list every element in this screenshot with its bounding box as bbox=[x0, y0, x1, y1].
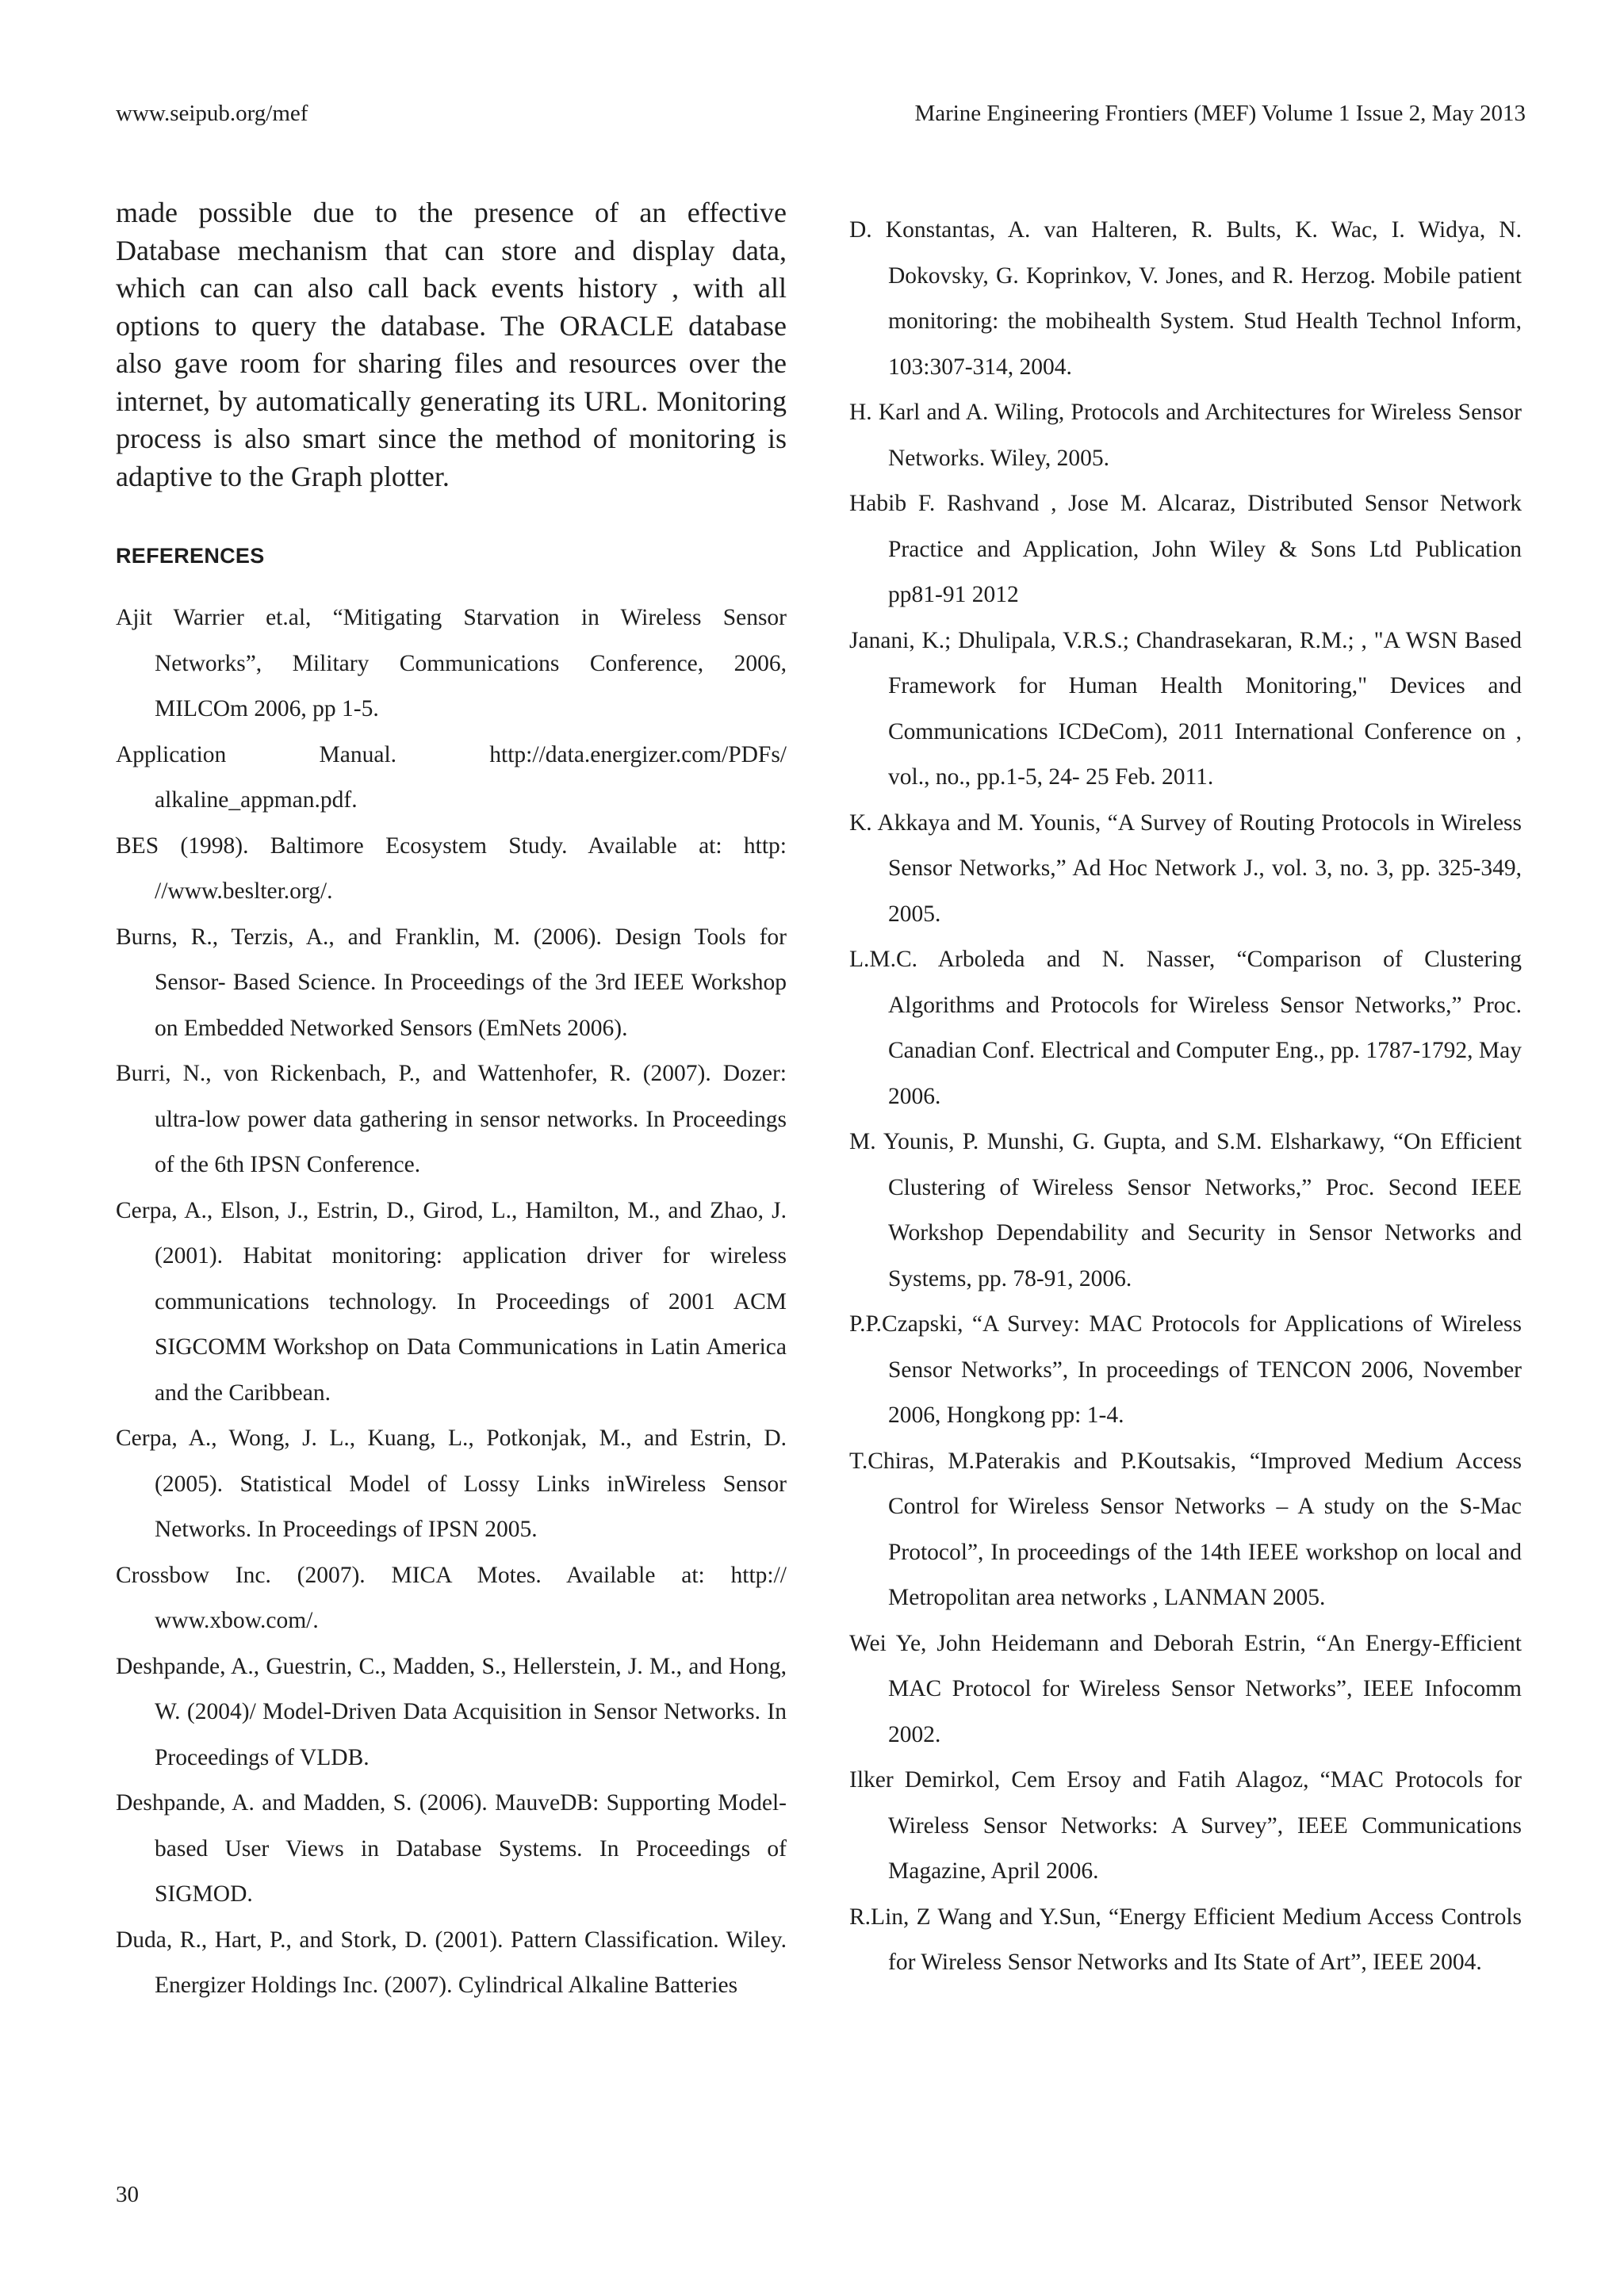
reference-entry: Burns, R., Terzis, A., and Franklin, M. (2006). Design Tools for Sensor- Based Science. In Proceedings of the 3rd IEEE Workshop on Embedded Networked Sensors (EmNets 2006). bbox=[116, 924, 787, 1041]
right-reference-list bbox=[849, 208, 1522, 1986]
reference-entry: Burri, N., von Rickenbach, P., and Wattenhofer, R. (2007). Dozer: ultra-low power data gathering in sensor networks. In Proceedings of the 6th IPSN Conference. bbox=[116, 1061, 787, 1177]
reference-entry: R.Lin, Z Wang and Y.Sun, “Energy Efficient Medium Access Controls for Wireless Sensor Networks and Its State of Art”, IEEE 2004. bbox=[849, 1904, 1522, 1975]
reference-entry: Cerpa, A., Elson, J., Estrin, D., Girod, L., Hamilton, M., and Zhao, J. (2001). Habitat monitoring: application driver for wireless communications technology. In Proceedings of 2001 ACM SIGCOMM Workshop on Data Communications in Latin America and the Caribbean. bbox=[116, 1197, 787, 1406]
reference-entry: Deshpande, A. and Madden, S. (2006). MauveDB: Supporting Model- based User Views in Database Systems. In Proceedings of SIGMOD. bbox=[116, 1790, 787, 1907]
page-number: 30 bbox=[116, 2182, 139, 2207]
references-heading: REFERENCES bbox=[116, 544, 265, 568]
reference-entry: Cerpa, A., Wong, J. L., Kuang, L., Potkonjak, M., and Estrin, D. (2005). Statistical Model of Lossy Links inWireless Sensor Networks. In Proceedings of IPSN 2005. bbox=[116, 1425, 787, 1542]
running-header bbox=[116, 96, 1526, 131]
reference-entry: P.P.Czapski, “A Survey: MAC Protocols for Applications of Wireless Sensor Networks”, In proceedings of TENCON 2006, November 2006, Hongkong pp: 1-4. bbox=[849, 1311, 1522, 1428]
reference-entry: K. Akkaya and M. Younis, “A Survey of Routing Protocols in Wireless Sensor Networks,” Ad Hoc Network J., vol. 3, no. 3, pp. 325-349, 2005. bbox=[849, 809, 1522, 927]
reference-entry: Janani, K.; Dhulipala, V.R.S.; Chandrasekaran, R.M.; , "A WSN Based Framework for Human Health Monitoring," Devices and Communications ICDeCom), 2011 International Conference on , vol., no., pp.1-5, 24- 25 Feb. 2011. bbox=[849, 627, 1522, 790]
reference-entry: Wei Ye, John Heidemann and Deborah Estrin, “An Energy-Efficient MAC Protocol for Wireless Sensor Networks”, IEEE Infocomm 2002. bbox=[849, 1630, 1522, 1747]
right-column bbox=[849, 208, 1522, 1986]
reference-entry: T.Chiras, M.Paterakis and P.Koutsakis, “Improved Medium Access Control for Wireless Sensor Networks – A study on the S-Mac Protocol”, In proceedings of the 14th IEEE workshop on local and Metropolitan area networks , LANMAN 2005. bbox=[849, 1448, 1522, 1610]
reference-entry: L.M.C. Arboleda and N. Nasser, “Comparison of Clustering Algorithms and Protocols for Wireless Sensor Networks,” Proc. Canadian Conf. Electrical and Computer Eng., pp. 1787-1792, May 2006. bbox=[849, 947, 1522, 1109]
reference-entry: Habib F. Rashvand , Jose M. Alcaraz, Distributed Sensor Network Practice and Application, John Wiley & Sons Ltd Publication pp81-91 2012 bbox=[849, 491, 1522, 607]
journal-url: www.seipub.org/mef bbox=[116, 101, 308, 126]
reference-entry: Duda, R., Hart, P., and Stork, D. (2001). Pattern Classification. Wiley. Energizer Holdings Inc. (2007). Cylindrical Alkaline Batteries bbox=[116, 1927, 787, 1998]
reference-entry: Ajit Warrier et.al, “Mitigating Starvation in Wireless Sensor Networks”, Military Communications Conference, 2006, MILCOm 2006, pp 1-5. bbox=[116, 605, 787, 721]
conclusion-paragraph: made possible due to the presence of an effective Database mechanism that can store and display data, which can can also call back events history , with all options to query the database. The ORACLE database also gave room for sharing files and resources over the internet, by automatically generating its URL. Monitoring process is also smart since the method of monitoring is adaptive to the Graph plotter. bbox=[116, 197, 787, 492]
journal-issue: Marine Engineering Frontiers (MEF) Volume 1 Issue 2, May 2013 bbox=[914, 101, 1526, 126]
reference-entry: M. Younis, P. Munshi, G. Gupta, and S.M. Elsharkawy, “On Efficient Clustering of Wireless Sensor Networks,” Proc. Second IEEE Workshop Dependability and Security in Sensor Networks and Systems, pp. 78-91, 2006. bbox=[849, 1129, 1522, 1292]
reference-entry: H. Karl and A. Wiling, Protocols and Architectures for Wireless Sensor Networks. Wiley, 2005. bbox=[849, 400, 1522, 471]
reference-entry: Deshpande, A., Guestrin, C., Madden, S., Hellerstein, J. M., and Hong, W. (2004)/ Model-Driven Data Acquisition in Sensor Networks. In Proceedings of VLDB. bbox=[116, 1653, 787, 1770]
left-column bbox=[116, 194, 787, 2009]
reference-entry: Ilker Demirkol, Cem Ersoy and Fatih Alagoz, “MAC Protocols for Wireless Sensor Networks: A Survey”, IEEE Communications Magazine, April 2006. bbox=[849, 1767, 1522, 1884]
reference-entry: BES (1998). Baltimore Ecosystem Study. Available at: http: //www.beslter.org/. bbox=[116, 832, 787, 904]
reference-entry: Crossbow Inc. (2007). MICA Motes. Available at: http:// www.xbow.com/. bbox=[116, 1562, 787, 1633]
left-reference-list bbox=[116, 595, 787, 2009]
reference-entry: D. Konstantas, A. van Halteren, R. Bults, K. Wac, I. Widya, N. Dokovsky, G. Koprinkov, V. Jones, and R. Herzog. Mobile patient monitoring: the mobihealth System. Stud Health Technol Inform, 103:307-314, 2004. bbox=[849, 217, 1522, 380]
reference-entry: Application Manual. http://data.energizer.com/PDFs/ alkaline_appman.pdf. bbox=[116, 741, 787, 813]
